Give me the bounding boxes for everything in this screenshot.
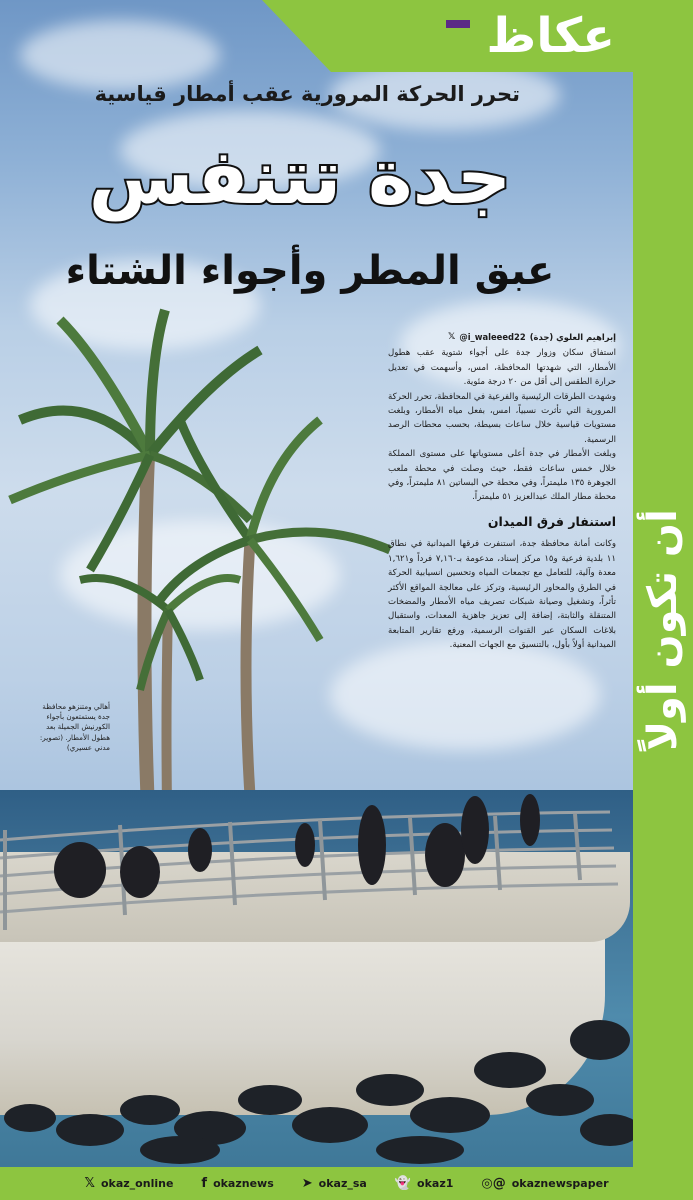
social-telegram[interactable] — [302, 1176, 367, 1191]
snapchat-icon: 👻 — [394, 1176, 412, 1191]
kicker: تحرر الحركة المرورية عقب أمطار قياسية — [94, 82, 520, 106]
social-footer — [0, 1167, 693, 1200]
social-handle: okaznews — [213, 1177, 274, 1190]
deck: عبق المطر وأجواء الشتاء — [65, 248, 555, 294]
headline: جدة تتنفس — [88, 132, 512, 221]
article-paragraph: وبلغت الأمطار في جدة أعلى مستوياتها على مستوى المملكة خلال خمس ساعات فقط، حيث وصلت في محطة ملعب الجوهرة ١٣٥ مليمتراً، وفي محطة حي البساتين ٨١ مليمتراً، وفي محطة مطار الملك عبدالعزيز ٥١ مليمتراً. — [388, 449, 617, 503]
social-handle: okaz1 — [417, 1177, 454, 1190]
social-facebook[interactable] — [201, 1176, 273, 1191]
telegram-icon: ➤ — [301, 1176, 313, 1191]
byline — [388, 330, 616, 344]
x-icon: 𝕏 — [448, 332, 456, 342]
social-snapchat[interactable] — [395, 1176, 454, 1191]
article-paragraph: وكانت أمانة محافظة جدة، استنفرت فرقها الميدانية في نطاق ١١ بلدية فرعية و١٥ مركز إسناد، مدعومة بـ٧,١٦٠ فرداً و١,٦٢١ معدة وآلية، للتعامل مع تجمعات المياه وتحسين انسيابية الحركة في الطرق والمحاور الرئيسية، وتركز على معالجة المواقع الأكثر تأثراً، وتشغيل وصيانة شبكات تصريف مياه الأمطار والمضخات المتنقلة والثابتة، إضافة إلى تعزيز جاهزية المعدات، واستقبال بلاغات السكان عبر القنوات الرسمية، ورفع تقارير المتابعة الميدانية أولاً بأول، بالتنسيق مع الجهات المعنية. — [388, 539, 616, 651]
byline-handle[interactable]: @i_waleeed22 — [459, 332, 526, 342]
article-paragraph: استفاق سكان وزوار جدة على أجواء شتوية عقب هطول الأمطار، التي شهدتها المحافظة، امس، وأسهمت في تعديل حرارة الطقس إلى أقل من ٢٠ درجة مئوية. — [388, 348, 616, 388]
photo-caption: أهالي ومتنزهو محافظة جدة يستمتعون بأجواء الكورنيش الجميلة بعد هطول الأمطار. (تصوير: مدني عسيري) — [39, 702, 110, 752]
okaz-logo: عكاظ — [486, 8, 615, 64]
tagline-text: أن تكون أولاً — [640, 509, 686, 751]
article-body — [388, 330, 616, 653]
article-subhead: استنفار فرق الميدان — [487, 513, 616, 529]
masthead-band — [262, 0, 693, 72]
social-instagram[interactable] — [481, 1176, 608, 1191]
article-paragraph: وشهدت الطرقات الرئيسية والفرعية في المحافظة، تحرر الحركة المرورية التي تأثرت نسبياً، امس، بفعل مياه الأمطار، وبلغت مستويات قياسية خلال ساعات بسيطة، بحسب محطات الرصد الرسمية. — [388, 391, 616, 445]
facebook-icon: f — [201, 1176, 208, 1191]
logo-accent — [446, 20, 470, 28]
social-x[interactable] — [85, 1176, 174, 1191]
x-icon: 𝕏 — [84, 1176, 95, 1191]
byline-name: إبراهيم العلوي (جدة) — [529, 332, 616, 342]
social-handle: okaz_online — [100, 1177, 174, 1190]
breakwater-rocks — [0, 1000, 633, 1167]
instagram-threads-icon: ◎@ — [481, 1176, 506, 1191]
side-tagline — [636, 440, 690, 820]
social-handle: okaznewspaper — [511, 1177, 609, 1190]
social-handle: okaz_sa — [318, 1177, 367, 1190]
